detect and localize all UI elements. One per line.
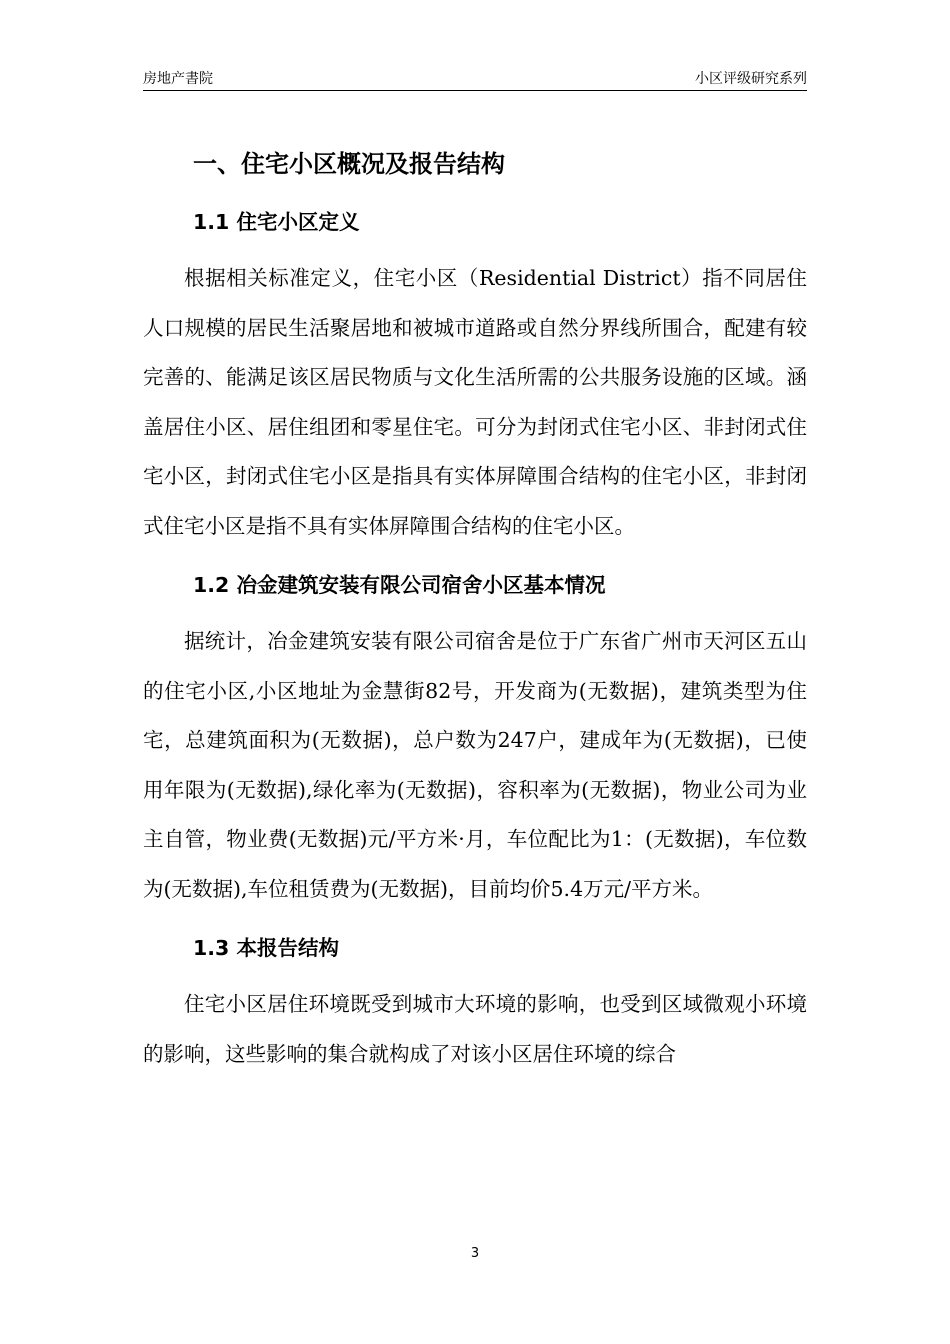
page-header [143,66,807,91]
page-number: 3 [470,1246,480,1261]
subsection-title-1-2: 1.2 冶金建筑安装有限公司宿舍小区基本情况 [193,573,606,597]
section-title: 一、住宅小区概况及报告结构 [193,150,505,178]
subsection-title-1-1: 1.1 住宅小区定义 [193,210,360,234]
header-publisher: 房地产書院 [143,71,213,87]
header-series: 小区评级研究系列 [695,71,807,87]
paragraph-definition: 根据相关标准定义，住宅小区（Residential District）指不同居住人口规模的居民生活聚居地和被城市道路或自然分界线所围合，配建有较完善的、能满足该区居民物质与文化生活所需的公共服务设施的区域。涵盖居住小区、居住组团和零星住宅。可分为封闭式住宅小区、非封闭式住宅小区，封闭式住宅小区是指具有实体屏障围合结构的住宅小区，非封闭式住宅小区是指不具有实体屏障围合结构的住宅小区。 [143,266,807,538]
paragraph-report-structure: 住宅小区居住环境既受到城市大环境的影响，也受到区域微观小环境的影响，这些影响的集合就构成了对该小区居住环境的综合 [143,992,807,1066]
subsection-title-1-3: 1.3 本报告结构 [193,936,339,960]
paragraph-basic-info: 据统计，冶金建筑安装有限公司宿舍是位于广东省广州市天河区五山的住宅小区,小区地址为金慧街82号，开发商为(无数据)，建筑类型为住宅，总建筑面积为(无数据)，总户数为247户，建成年为(无数据)，已使用年限为(无数据),绿化率为(无数据)，容积率为(无数据)，物业公司为业主自管，物业费(无数据)元/平方米·月，车位配比为1：(无数据)，车位数为(无数据),车位租赁费为(无数据)，目前均价5.4万元/平方米。 [143,629,807,901]
document-body [143,140,807,1079]
